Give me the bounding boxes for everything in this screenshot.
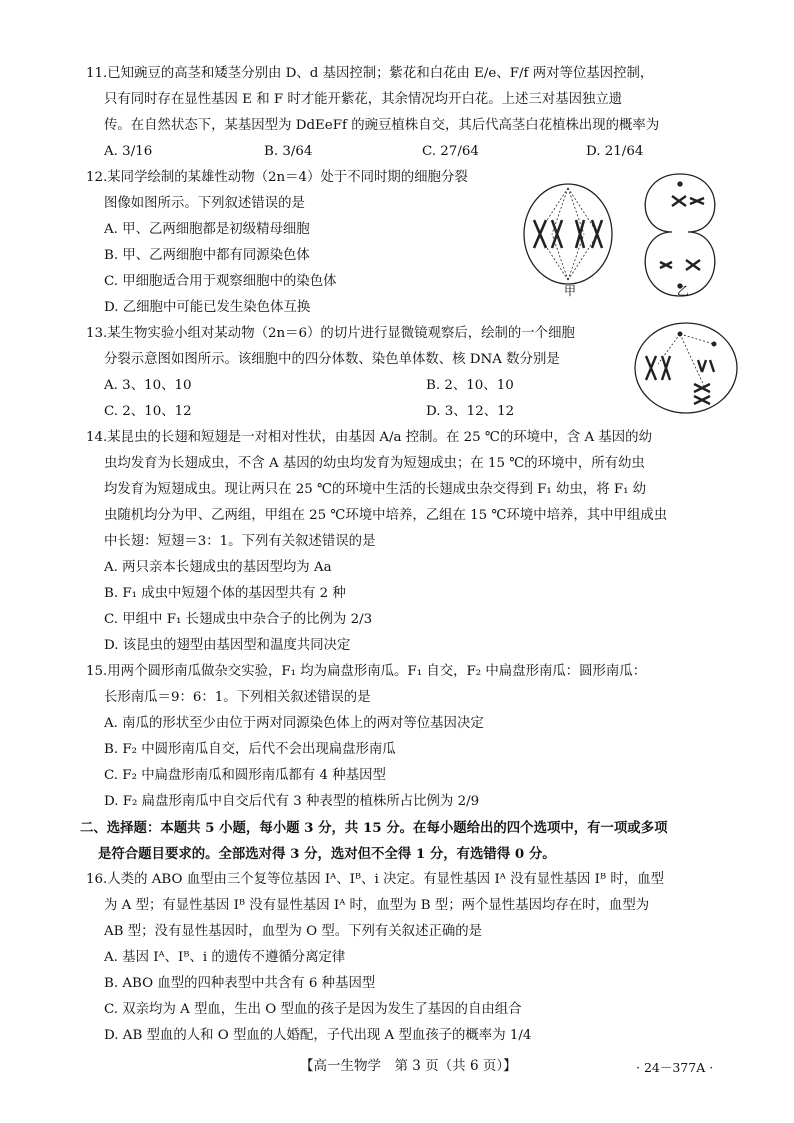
q14-option-b: B. F₁ 成虫中短翅个体的基因型共有 2 种 bbox=[104, 586, 346, 601]
q11-stem-line-1: 11.已知豌豆的高茎和矮茎分别由 D、d 基因控制；紫花和白花由 E/e、F/f 两对等位基因控制， bbox=[86, 66, 654, 81]
q12-option-b: B. 甲、乙两细胞中都有同源染色体 bbox=[104, 248, 310, 263]
q15-option-b: B. F₂ 中圆形南瓜自交，后代不会出现扁盘形南瓜 bbox=[104, 742, 396, 757]
section2-heading-line-2: 是符合题目要求的。全部选对得 3 分，选对但不全得 1 分，有选错得 0 分。 bbox=[98, 846, 556, 862]
q13-stem-line-1: 13.某生物实验小组对某动物（2n＝6）的切片进行显微镜观察后，绘制的一个细胞 bbox=[86, 326, 575, 341]
q16-stem-line-1: 16.人类的 ABO 血型由三个复等位基因 Iᴬ、Iᴮ、i 决定。有显性基因 Iᴬ 没有显性基因 Iᴮ 时，血型 bbox=[86, 872, 664, 887]
q14-stem-line-2: 虫均发育为长翅成虫，不含 A 基因的幼虫均发育为短翅成虫；在 15 ℃的环境中，所有幼虫 bbox=[104, 456, 645, 471]
q14-option-c: C. 甲组中 F₁ 长翅成虫中杂合子的比例为 2/3 bbox=[104, 612, 373, 627]
q14-stem-line-4: 虫随机均分为甲、乙两组，甲组在 25 ℃环境中培养，乙组在 15 ℃环境中培养，其中甲组成虫 bbox=[104, 508, 668, 523]
q11-option-c: C. 27/64 bbox=[422, 144, 479, 159]
q12-option-c: C. 甲细胞适合用于观察细胞中的染色体 bbox=[104, 274, 337, 289]
q14-stem-line-5: 中长翅：短翅＝3：1。下列有关叙述错误的是 bbox=[104, 534, 376, 549]
q15-stem-line-2: 长形南瓜＝9：6：1。下列相关叙述错误的是 bbox=[104, 690, 371, 705]
q14-option-a: A. 两只亲本长翅成虫的基因型均为 Aa bbox=[104, 560, 332, 575]
q13-option-b: B. 2、10、10 bbox=[426, 378, 514, 393]
q13-cell-figure bbox=[632, 320, 740, 416]
q12-stem-line-2: 图像如图所示。下列叙述错误的是 bbox=[104, 196, 305, 211]
q11-option-d: D. 21/64 bbox=[586, 144, 644, 159]
q11-stem-line-2: 只有同时存在显性基因 E 和 F 时才能开紫花，其余情况均开白花。上述三对基因独立遗 bbox=[104, 92, 623, 107]
cell-jia bbox=[524, 184, 612, 284]
q16-stem-line-2: 为 A 型；有显性基因 Iᴮ 没有显性基因 Iᴬ 时，血型为 B 型；两个显性基因均存在时，血型为 bbox=[104, 898, 650, 913]
q12-option-d: D. 乙细胞中可能已发生染色体互换 bbox=[104, 300, 311, 315]
q16-option-b: B. ABO 血型的四种表型中共含有 6 种基因型 bbox=[104, 976, 376, 991]
q15-option-c: C. F₂ 中扁盘形南瓜和圆形南瓜都有 4 种基因型 bbox=[104, 768, 386, 783]
q12-figure-label-jia: 甲 bbox=[564, 284, 577, 298]
section2-heading-line-1: 二、选择题：本题共 5 小题，每小题 3 分，共 15 分。在每小题给出的四个选项中，有一项或多项 bbox=[80, 820, 668, 836]
q16-option-d: D. AB 型血的人和 O 型血的人婚配，子代出现 A 型血孩子的概率为 1/4 bbox=[104, 1028, 532, 1043]
q14-stem-line-3: 均发育为短翅成虫。现让两只在 25 ℃的环境中生活的长翅成虫杂交得到 F₁ 幼虫，将 F₁ 幼 bbox=[104, 482, 647, 497]
q14-stem-line-1: 14.某昆虫的长翅和短翅是一对相对性状，由基因 A/a 控制。在 25 ℃的环境中，含 A 基因的幼 bbox=[86, 430, 652, 445]
q12-option-a: A. 甲、乙两细胞都是初级精母细胞 bbox=[104, 222, 310, 237]
q11-stem-line-3: 传。在自然状态下，某基因型为 DdEeFf 的豌豆植株自交，其后代高茎白花植株出现的概率为 bbox=[104, 118, 660, 133]
q13-option-d: D. 3、12、12 bbox=[426, 404, 515, 419]
q12-stem-line-1: 12.某同学绘制的某雄性动物（2n＝4）处于不同时期的细胞分裂 bbox=[86, 170, 468, 185]
page-footer-center: 【高一生物学 第 3 页（共 6 页）】 bbox=[300, 1058, 517, 1074]
page-footer-code: · 24－377A · bbox=[636, 1060, 714, 1075]
q11-option-a: A. 3/16 bbox=[104, 144, 153, 159]
q16-option-a: A. 基因 Iᴬ、Iᴮ、i 的遗传不遵循分离定律 bbox=[104, 950, 346, 965]
q13-option-c: C. 2、10、12 bbox=[104, 404, 192, 419]
q13-stem-line-2: 分裂示意图如图所示。该细胞中的四分体数、染色单体数、核 DNA 数分别是 bbox=[104, 352, 560, 367]
q12-cell-figure bbox=[520, 166, 730, 306]
q15-stem-line-1: 15.用两个圆形南瓜做杂交实验，F₁ 均为扁盘形南瓜。F₁ 自交，F₂ 中扁盘形南瓜：圆形南瓜： bbox=[86, 664, 647, 679]
q12-figure-label-yi: 乙 bbox=[677, 284, 690, 298]
q11-option-b: B. 3/64 bbox=[264, 144, 313, 159]
q15-option-d: D. F₂ 扁盘形南瓜中自交后代有 3 种表型的植株所占比例为 2/9 bbox=[104, 794, 480, 809]
q14-option-d: D. 该昆虫的翅型由基因型和温度共同决定 bbox=[104, 638, 351, 653]
q13-option-a: A. 3、10、10 bbox=[104, 378, 192, 393]
q16-stem-line-3: AB 型；没有显性基因时，血型为 O 型。下列有关叙述正确的是 bbox=[104, 924, 483, 939]
q16-option-c: C. 双亲均为 A 型血，生出 O 型血的孩子是因为发生了基因的自由组合 bbox=[104, 1002, 522, 1017]
cell-yi bbox=[645, 174, 715, 296]
q15-option-a: A. 南瓜的形状至少由位于两对同源染色体上的两对等位基因决定 bbox=[104, 716, 484, 731]
